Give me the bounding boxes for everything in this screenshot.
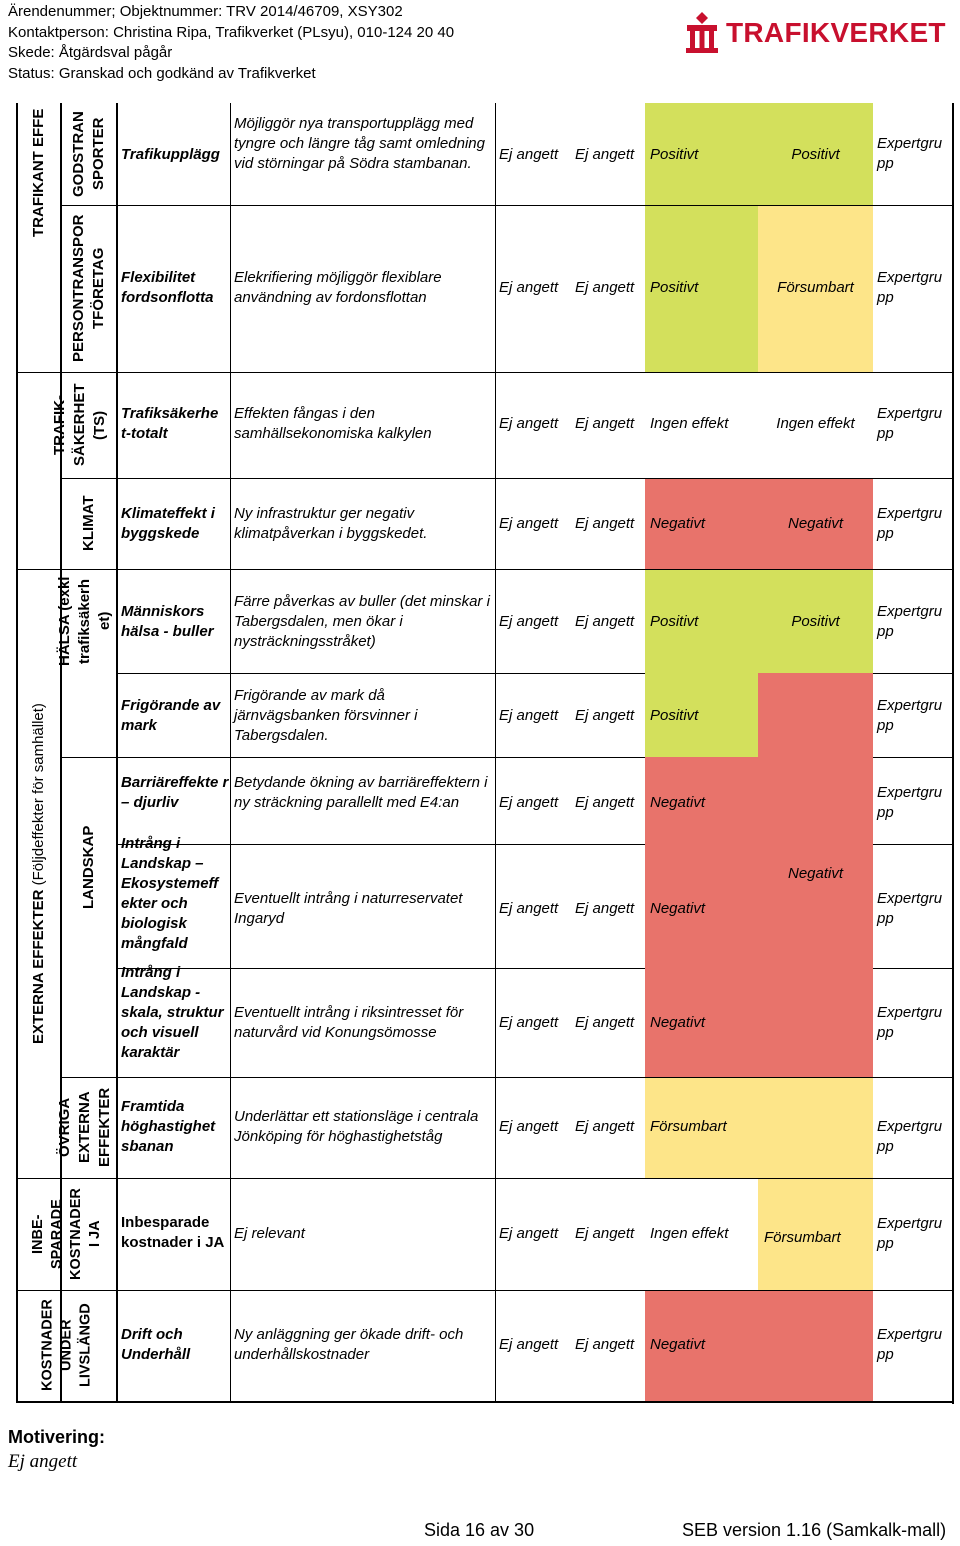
value-ej-angett: Ej angett (575, 146, 635, 163)
template-version: SEB version 1.16 (Samkalk-mall) (682, 1520, 947, 1540)
value-ej-angett: Ej angett (499, 1336, 559, 1353)
value-ej-angett: Ej angett (575, 1014, 635, 1031)
table-rule (873, 844, 953, 845)
table-rule (16, 372, 953, 373)
externa-effekter-label: EXTERNA EFFEKTER (30, 885, 47, 1044)
effect-description: Möjliggör nya transportupplägg med tyngre och längre tåg samt omledning vid störningar på Södra stambanan. (234, 115, 485, 172)
table-rule (62, 478, 953, 479)
subcategory-ovriga-externa-effekter: ÖVRIGA EXTERNA EFFEKTER (56, 1087, 113, 1168)
value-ej-angett: Ej angett (499, 279, 559, 296)
header-line-stage: Skede: Åtgärdsval pågår (8, 44, 173, 61)
expert-source: Expertgru pp (877, 405, 943, 442)
table-rule (62, 205, 953, 206)
value-ej-angett: Ej angett (499, 415, 559, 432)
value-ej-angett: Ej angett (575, 707, 635, 724)
effect-value: Negativt (650, 794, 706, 811)
effect-description: Elekrifiering möjliggör flexiblare användning av fordonsflottan (234, 269, 442, 306)
effect-value: Positivt (650, 146, 699, 163)
effect-description: Underlättar ett stationsläge i centrala Jönköping för höghastighetståg (234, 1108, 479, 1145)
table-rule (873, 673, 953, 674)
effect-description: Ej relevant (234, 1225, 305, 1242)
summary-value: Positivt (791, 146, 840, 163)
value-ej-angett: Ej angett (499, 1014, 559, 1031)
category-kostnader-livslangd: KOSTNADER UNDER LIVSLÄNGD (39, 1299, 94, 1392)
effect-description: Betydande ökning av barriäreffektern i ny sträckning parallellt med E4:an (234, 774, 488, 811)
table-rule (873, 757, 953, 758)
value-ej-angett: Ej angett (575, 279, 635, 296)
effect-name: Framtida höghastighet sbanan (121, 1098, 216, 1155)
table-rule (16, 569, 953, 570)
effect-name: Trafikupplägg (121, 146, 220, 163)
table-rule (118, 673, 645, 674)
effect-value: Försumbart (650, 1118, 727, 1135)
effect-value: Negativt (650, 900, 706, 917)
subcategory-trafiksakerhet: TRAFIK- SÄKERHET (TS) (51, 383, 108, 467)
motivering-value: Ej angett (8, 1451, 78, 1472)
table-rule (62, 1077, 953, 1078)
expert-source: Expertgru pp (877, 1004, 943, 1041)
effect-value: Ingen effekt (650, 415, 729, 432)
effect-description: Eventuellt intrång i naturreservatet Ingaryd (234, 890, 463, 927)
table-rule (16, 1401, 953, 1403)
value-ej-angett: Ej angett (575, 1225, 635, 1242)
category-inbesparade-kostnader: INBE- SPARADE KOSTNADER I JA (30, 1188, 103, 1280)
motivering-label: Motivering: (8, 1427, 105, 1447)
value-ej-angett: Ej angett (499, 707, 559, 724)
table-rule (230, 103, 231, 1402)
effect-description: Effekten fångas i den samhällsekonomiska kalkylen (234, 405, 432, 442)
summary-value-merged: Negativt (787, 865, 844, 882)
effect-value: Negativt (650, 1014, 706, 1031)
category-trafikant-effekter: TRAFIKANT EFFE (30, 108, 47, 238)
header-line-status: Status: Granskad och godkänd av Trafikverket (8, 64, 316, 82)
expert-source: Expertgru pp (877, 1118, 943, 1155)
summary-value: Negativt (787, 515, 844, 532)
subcategory-persontransportforetag: PERSONTRANSPOR TFÖRETAG (70, 214, 107, 363)
effect-value: Positivt (650, 707, 699, 724)
header-line-case: Ärendenummer; Objektnummer: TRV 2014/46709, XSY302 (8, 3, 403, 20)
effect-value: Negativt (650, 515, 706, 532)
expert-source: Expertgru pp (877, 1326, 943, 1363)
value-ej-angett: Ej angett (575, 415, 635, 432)
expert-source: Expertgru pp (877, 784, 943, 821)
effect-name: Inbesparade kostnader i JA (121, 1214, 225, 1251)
value-ej-angett: Ej angett (499, 1225, 559, 1242)
expert-source: Expertgru pp (877, 890, 943, 927)
effect-value: Positivt (650, 279, 699, 296)
effect-name: Klimateffekt i byggskede (121, 505, 215, 542)
subcategory-halsa: HÄLSA (exkl trafiksäkerh et) (56, 576, 113, 666)
effect-value: Negativt (650, 1336, 706, 1353)
expert-source: Expertgru pp (877, 269, 943, 306)
effect-value: Ingen effekt (650, 1225, 729, 1242)
subcategory-godstransporter: GODSTRAN SPORTER (70, 111, 107, 197)
summary-cell-neutral (758, 1077, 873, 1178)
value-ej-angett: Ej angett (575, 900, 635, 917)
value-ej-angett: Ej angett (499, 1118, 559, 1135)
effect-name: Intrång i Landskap – Ekosystemeff ekter och biologisk mångfald (121, 835, 219, 952)
subcategory-landskap: LANDSKAP (80, 825, 97, 909)
externa-effekter-note: (Följdeffekter för samhället) (30, 703, 47, 886)
value-ej-angett: Ej angett (575, 1336, 635, 1353)
expert-source: Expertgru pp (877, 603, 943, 640)
effect-description: Frigörande av mark då järnvägsbanken försvinner i Tabergsdalen. (234, 687, 418, 744)
logo-text: TRAFIKVERKET (726, 17, 946, 48)
page-number: Sida 16 av 30 (424, 1520, 535, 1540)
effect-description: Färre påverkas av buller (det minskar i Tabergsdalen, men ökar i nysträckningsstråket) (234, 593, 490, 650)
effect-name: Människors hälsa - buller (121, 603, 214, 640)
summary-value: Försumbart (777, 279, 854, 296)
subcategory-klimat: KLIMAT (80, 495, 97, 552)
expert-source: Expertgru pp (877, 1215, 943, 1252)
summary-value: Positivt (791, 613, 840, 630)
table-rule (16, 1290, 953, 1291)
effect-name: Drift och Underhåll (121, 1326, 191, 1363)
effect-value: Positivt (650, 613, 699, 630)
value-ej-angett: Ej angett (499, 515, 559, 532)
effect-name-clip (118, 964, 230, 1076)
effect-name: Flexibilitet fordsonflotta (121, 269, 214, 306)
value-ej-angett: Ej angett (575, 794, 635, 811)
effect-description: Ny anläggning ger ökade drift- och underhållskostnader (234, 1326, 464, 1363)
table-rule (116, 103, 118, 1402)
header-line-contact: Kontaktperson: Christina Ripa, Trafikverket (PLsyu), 010-124 20 40 (8, 23, 455, 41)
effect-name-clip (118, 835, 230, 967)
value-ej-angett: Ej angett (499, 794, 559, 811)
value-ej-angett: Ej angett (499, 146, 559, 163)
effect-description: Eventuellt intrång i riksintresset för naturvård vid Konungsömosse (234, 1004, 464, 1041)
value-ej-angett: Ej angett (575, 1118, 635, 1135)
expert-source: Expertgru pp (877, 135, 943, 172)
table-rule (118, 757, 645, 758)
value-ej-angett: Ej angett (575, 515, 635, 532)
expert-source: Expertgru pp (877, 505, 943, 542)
effect-name: Barriäreffekte r – djurliv (121, 774, 229, 811)
effect-description: Ny infrastruktur ger negativ klimatpåverkan i byggskedet. (234, 505, 428, 542)
effect-name: Intrång i Landskap - skala, struktur och visuell karaktär (121, 964, 224, 1061)
table-rule (16, 1178, 953, 1179)
summary-value: Ingen effekt (776, 415, 855, 432)
effect-name: Frigörande av mark (121, 697, 221, 734)
summary-value: Försumbart (764, 1229, 841, 1246)
table-rule (495, 103, 496, 1402)
value-ej-angett: Ej angett (575, 613, 635, 630)
summary-cell-negative (758, 1290, 873, 1402)
table-rule (873, 968, 953, 969)
value-ej-angett: Ej angett (499, 613, 559, 630)
effect-name: Trafiksäkerhe t-totalt (121, 405, 219, 442)
expert-source: Expertgru pp (877, 697, 943, 734)
table-rule (952, 103, 954, 1404)
value-ej-angett: Ej angett (499, 900, 559, 917)
